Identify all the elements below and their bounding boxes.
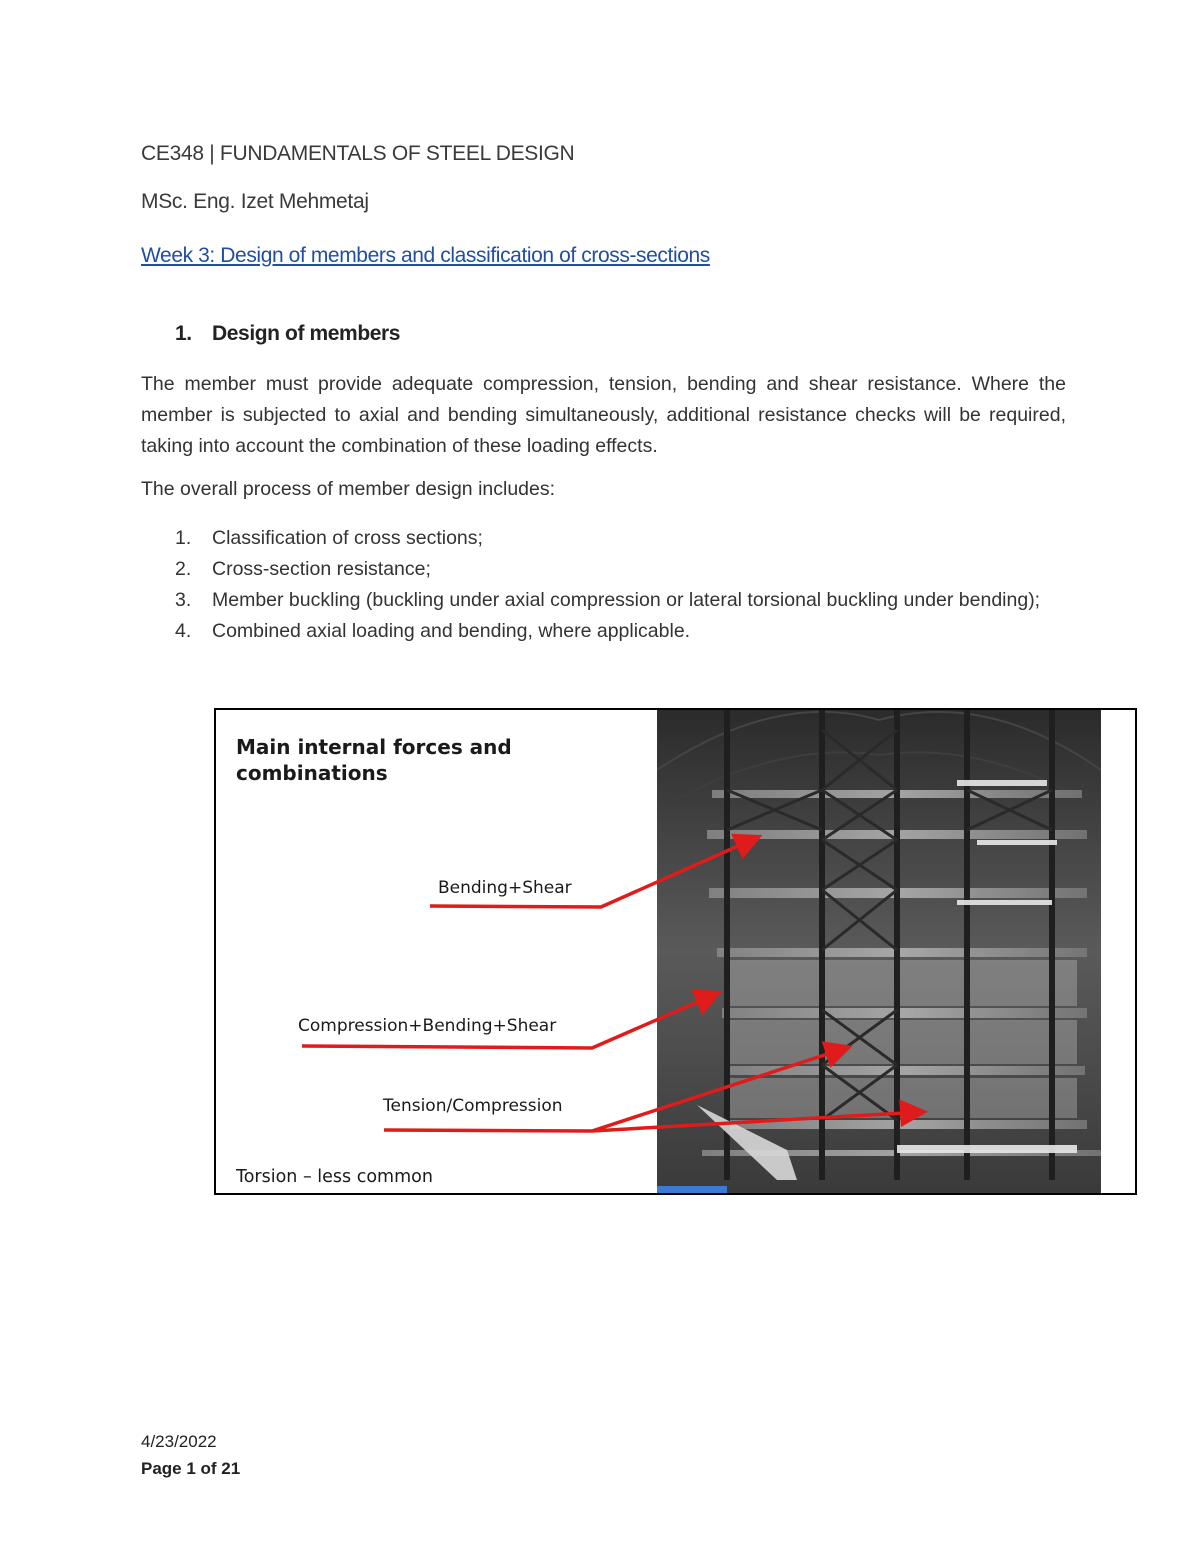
list-item-number: 4. xyxy=(175,620,192,642)
section-number: 1. xyxy=(175,322,192,345)
list-item-number: 3. xyxy=(175,589,192,611)
label-compression-bending-shear: Compression+Bending+Shear xyxy=(298,1016,557,1036)
force-arrows xyxy=(216,710,1135,1193)
list-item-text: Classification of cross sections; xyxy=(212,527,483,549)
arrow-tension-compression-a xyxy=(384,1048,846,1131)
process-intro: The overall process of member design includes: xyxy=(141,478,556,500)
list-item-text: Combined axial loading and bending, where applicable. xyxy=(212,620,691,642)
label-torsion: Torsion – less common xyxy=(236,1167,433,1187)
list-item xyxy=(141,585,1059,616)
process-steps-list xyxy=(141,523,1059,647)
section-title: Design of members xyxy=(212,322,401,345)
footer-date: 4/23/2022 xyxy=(141,1432,217,1451)
list-item-text: Member buckling (buckling under axial compression or lateral torsional buckling under bending); xyxy=(212,589,1041,611)
label-tension-compression: Tension/Compression xyxy=(383,1096,563,1116)
list-item xyxy=(141,616,1059,647)
footer-page-number: Page 1 of 21 xyxy=(141,1459,241,1478)
figure-title-line1: Main internal forces and xyxy=(236,735,512,759)
list-item xyxy=(141,554,1059,585)
list-item-number: 2. xyxy=(175,558,192,580)
list-item-text: Cross-section resistance; xyxy=(212,558,431,580)
list-item xyxy=(141,523,1059,554)
list-item-number: 1. xyxy=(175,527,192,549)
author-name: MSc. Eng. Izet Mehmetaj xyxy=(141,190,369,213)
intro-paragraph: The member must provide adequate compression, tension, bending and shear resistance. Where the member is subjected to axial and bending simultaneously, additional resistance checks will be required, taking into account the combination of these loading effects. xyxy=(141,373,1066,457)
label-bending-shear: Bending+Shear xyxy=(438,878,572,898)
week-title-link[interactable]: Week 3: Design of members and classification of cross-sections xyxy=(141,244,710,267)
course-title: CE348 | FUNDAMENTALS OF STEEL DESIGN xyxy=(141,142,575,165)
internal-forces-figure xyxy=(214,708,1137,1195)
figure-title-line2: combinations xyxy=(236,761,388,785)
section-heading xyxy=(175,322,401,346)
